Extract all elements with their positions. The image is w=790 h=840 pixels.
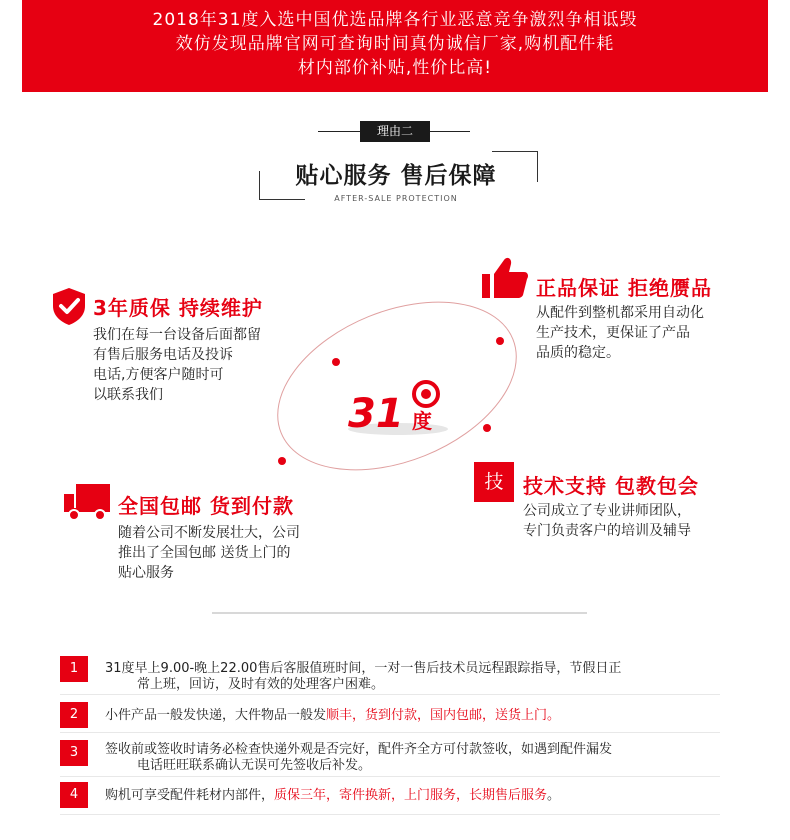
feature-shipping bbox=[118, 490, 300, 583]
banner-line: 效仿发现品牌官网可查询时间真伪诚信厂家,购机配件耗 bbox=[175, 34, 615, 54]
policy-line: 电话旺旺联系确认无误可先签收后补发。 bbox=[137, 758, 372, 773]
thumbs-up-icon bbox=[480, 256, 530, 300]
feature-title: 全国包邮 货到付款 bbox=[118, 494, 294, 518]
section-title: 贴心服务 售后保障 bbox=[295, 163, 497, 189]
shield-check-icon bbox=[51, 286, 87, 326]
policy-rule bbox=[60, 776, 720, 777]
policy-number: 2 bbox=[60, 702, 88, 728]
orbit-dot bbox=[496, 337, 504, 345]
truck-icon bbox=[62, 480, 112, 522]
policy-line: 签收前或签收时请务必检查快递外观是否完好，配件齐全方可付款签收，如遇到配件漏发 bbox=[105, 742, 613, 757]
orbit-dot bbox=[483, 424, 491, 432]
policy-item bbox=[60, 738, 720, 778]
desc-line: 电话,方便客户随时可 bbox=[93, 367, 224, 383]
logo-char: 度 bbox=[412, 409, 432, 433]
brand-logo-31du bbox=[348, 382, 448, 437]
policy-item bbox=[60, 782, 720, 816]
feature-support bbox=[523, 470, 699, 541]
policy-text bbox=[105, 661, 621, 693]
policy-rule bbox=[60, 732, 720, 733]
feature-desc bbox=[523, 501, 699, 541]
desc-line: 有售后服务电话及投诉 bbox=[93, 347, 233, 363]
feature-title: 技术支持 包教包会 bbox=[523, 474, 699, 498]
orbit-dot bbox=[278, 457, 286, 465]
desc-line: 生产技术，更保证了产品 bbox=[536, 325, 690, 341]
desc-line: 我们在每一台设备后面都留 bbox=[93, 327, 261, 343]
policy-rule bbox=[60, 814, 720, 815]
logo-digits: 31 bbox=[348, 391, 404, 437]
tech-badge-icon: 技 bbox=[474, 462, 514, 502]
policy-text bbox=[105, 742, 612, 774]
desc-line: 专门负责客户的培训及辅导 bbox=[523, 523, 691, 539]
feature-desc bbox=[93, 325, 263, 405]
policy-text bbox=[105, 788, 560, 804]
desc-line: 品质的稳定。 bbox=[536, 345, 620, 361]
feature-desc bbox=[118, 523, 300, 583]
policy-line: 常上班，回访，及时有效的处理客户困难。 bbox=[137, 677, 385, 692]
feature-genuine bbox=[536, 272, 712, 363]
policy-line: 小件产品一般发快递，大件物品一般发 bbox=[105, 708, 327, 723]
desc-line: 推出了全国包邮 送货上门的 bbox=[118, 545, 291, 561]
policy-tail: 。 bbox=[547, 708, 561, 723]
policy-item bbox=[60, 702, 720, 736]
orbit-dot bbox=[332, 358, 340, 366]
section-subtitle: AFTER-SALE PROTECTION bbox=[334, 194, 458, 203]
desc-line: 贴心服务 bbox=[118, 565, 174, 581]
feature-desc bbox=[536, 303, 712, 363]
section-divider bbox=[212, 612, 587, 614]
policy-line: 购机可享受配件耗材内部件， bbox=[105, 788, 275, 803]
banner-line: 2018年31度入选中国优选品牌各行业恶意竞争激烈争相诋毁 bbox=[152, 10, 638, 30]
desc-line: 公司成立了专业讲师团队， bbox=[523, 503, 691, 519]
desc-line: 随着公司不断发展壮大，公司 bbox=[118, 525, 300, 541]
policy-rule bbox=[60, 694, 720, 695]
policy-number: 4 bbox=[60, 782, 88, 808]
policy-item bbox=[60, 656, 720, 696]
tag-rule-right bbox=[430, 131, 470, 132]
tag-rule-left bbox=[318, 131, 360, 132]
desc-line: 从配件到整机都采用自动化 bbox=[536, 305, 704, 321]
policy-number: 3 bbox=[60, 740, 88, 766]
policy-line: 31度早上9.00-晚上22.00售后客服值班时间，一对一售后技术员远程跟踪指导，节假日正 bbox=[105, 661, 622, 676]
feature-warranty bbox=[93, 292, 263, 405]
policy-tail: 。 bbox=[547, 788, 561, 803]
feature-title: 3年质保 持续维护 bbox=[93, 296, 263, 320]
banner-line: 材内部价补贴,性价比高! bbox=[297, 58, 493, 78]
desc-line: 以联系我们 bbox=[93, 387, 163, 403]
policy-highlight: 顺丰，货到付款，国内包邮，送货上门 bbox=[326, 708, 548, 723]
feature-title: 正品保证 拒绝赝品 bbox=[536, 276, 712, 300]
policy-text bbox=[105, 708, 560, 724]
promo-banner bbox=[22, 0, 768, 92]
reason-tag: 理由二 bbox=[360, 121, 430, 142]
policy-number: 1 bbox=[60, 656, 88, 682]
policy-highlight: 质保三年，寄件换新，上门服务，长期售后服务 bbox=[274, 788, 548, 803]
